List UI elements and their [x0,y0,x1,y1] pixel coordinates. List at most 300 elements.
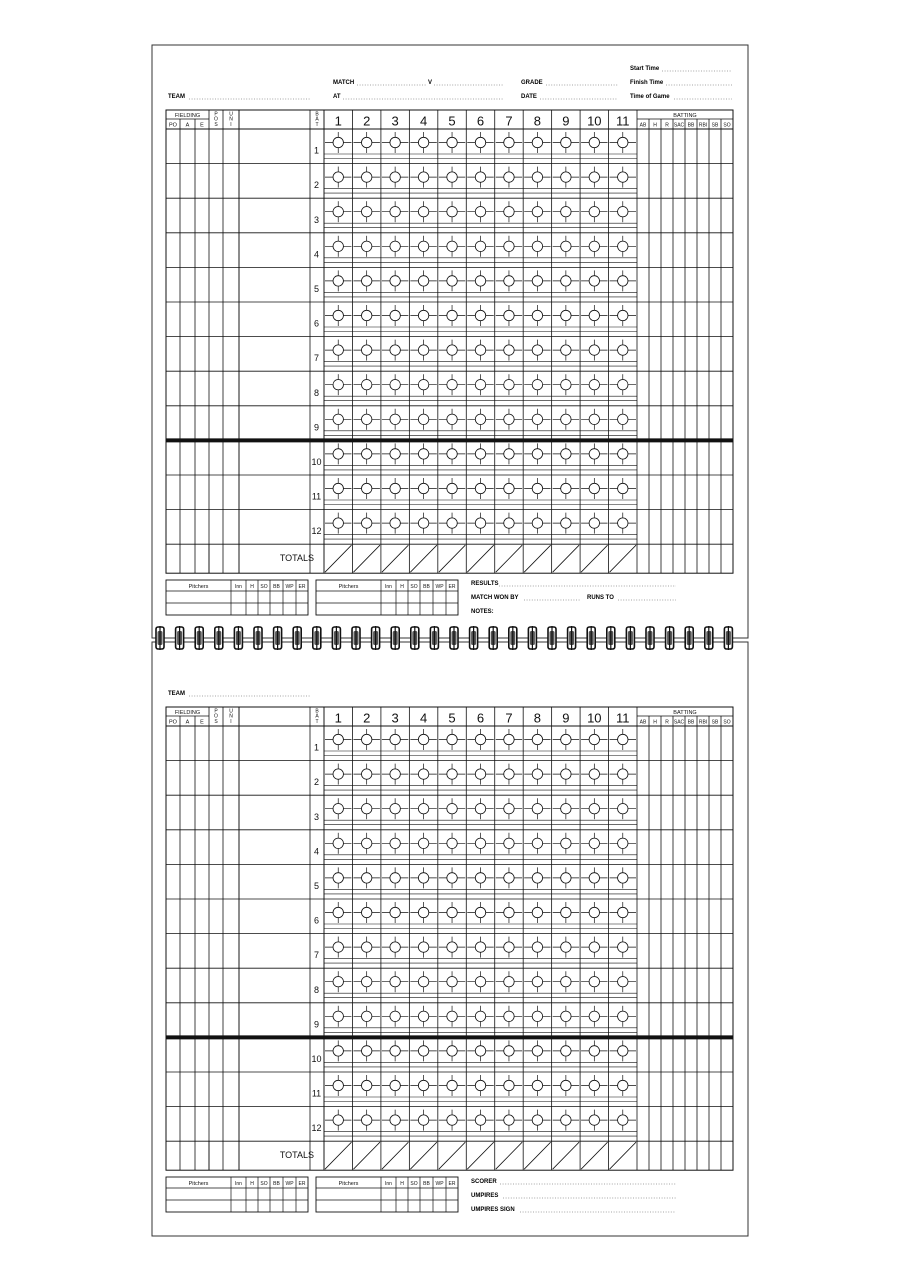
diamond-circle [504,1011,514,1021]
diamond-circle [504,1046,514,1056]
diamond-circle [447,276,457,286]
diamond-circle [504,907,514,917]
diamond-circle [589,449,599,459]
diamond-circle [390,241,400,251]
diamond-circle [561,838,571,848]
diamond-circle [589,414,599,424]
diamond-circle [390,1046,400,1056]
pitchers-header: Pitchers [338,584,359,590]
bat-header-letter: B [315,708,319,715]
diamond-circle [561,873,571,883]
diamond-circle [333,907,343,917]
diamond-circle [561,1046,571,1056]
diamond-circle [618,241,628,251]
uni-header-letter: U [229,708,233,715]
diamond-circle [333,873,343,883]
pitchers-header: Pitchers [338,1181,359,1187]
diamond-circle [475,276,485,286]
diamond-circle [504,172,514,182]
inning-header-8: 8 [533,710,542,726]
inning-header-11: 11 [616,113,630,129]
inning-header-9: 9 [562,113,570,129]
diamond-circle [447,172,457,182]
diamond-circle [361,137,371,147]
diamond-circle [475,137,485,147]
diamond-circle [333,483,343,493]
diamond-circle [475,414,485,424]
batting-order-number: 6 [313,915,320,926]
batting-order-number: 2 [313,777,320,788]
diamond-circle [418,172,428,182]
diamond-circle [532,518,542,528]
diamond-circle [561,380,571,390]
batting-col-h: H [653,719,657,726]
bat-header-letter: T [315,121,319,128]
pitchers-col-er: ER [298,1181,306,1187]
fielding-header: FIELDING [174,710,201,716]
diamond-circle [589,1011,599,1021]
diamond-circle [333,276,343,286]
diamond-circle [418,907,428,917]
batting-order-number: 10 [311,457,322,467]
batting-order-number: 9 [313,1019,320,1030]
diamond-circle [475,1115,485,1125]
batting-order-number: 9 [313,422,320,433]
diamond-circle [589,1080,599,1090]
pos-header-letter: S [214,121,218,128]
diamond-circle [504,518,514,528]
diamond-circle [589,1046,599,1056]
diamond-circle [333,734,343,744]
diamond-circle [504,769,514,779]
inning-header-1: 1 [334,710,342,726]
diamond-circle [561,207,571,217]
diamond-circle [618,172,628,182]
batting-col-r: R [665,719,669,726]
diamond-circle [447,1011,457,1021]
binding-coil [470,626,478,650]
inning-header-4: 4 [419,113,428,129]
start-time-label: Start Time [630,66,660,72]
diamond-circle [333,137,343,147]
batting-col-bb: BB [687,122,695,129]
inning-header-10: 10 [587,710,602,726]
diamond-circle [475,769,485,779]
diamond-circle [390,380,400,390]
binding-coil [626,626,634,650]
diamond-circle [475,449,485,459]
batting-order-number: 11 [311,1088,322,1099]
versus-label: V [428,80,433,86]
fielding-col-a: A [185,719,190,726]
diamond-circle [618,1080,628,1090]
pitchers-col-wp: WP [285,584,294,590]
diamond-circle [418,1080,428,1090]
diamond-circle [475,241,485,251]
diamond-circle [618,276,628,286]
diamond-circle [447,414,457,424]
diamond-circle [504,1115,514,1125]
diamond-circle [390,942,400,952]
pos-header-letter: P [214,111,218,118]
diamond-circle [618,1046,628,1056]
diamond-circle [418,276,428,286]
diamond-circle [561,276,571,286]
batting-order-number: 4 [313,846,320,857]
diamond-circle [561,137,571,147]
diamond-circle [390,518,400,528]
diamond-circle [418,1115,428,1125]
diamond-circle [589,838,599,848]
umpires-label: UMPIRES [471,1193,499,1199]
diamond-circle [561,977,571,987]
diamond-circle [561,907,571,917]
diamond-circle [475,977,485,987]
diamond-circle [618,310,628,320]
diamond-circle [333,518,343,528]
diamond-circle [390,804,400,814]
diamond-circle [418,769,428,779]
binding-coil [724,626,732,650]
pitchers-header: Pitchers [188,584,209,590]
diamond-circle [504,207,514,217]
diamond-circle [561,942,571,952]
batting-col-sb: SB [711,719,719,726]
diamond-circle [589,873,599,883]
diamond-circle [447,734,457,744]
pitchers-header: Pitchers [188,1181,209,1187]
diamond-circle [390,873,400,883]
diamond-circle [504,873,514,883]
pitchers-col-er: ER [298,584,306,590]
diamond-circle [361,518,371,528]
grade-label: GRADE [521,80,543,86]
binding-coil [705,626,713,650]
diamond-circle [447,518,457,528]
diamond-circle [418,449,428,459]
batting-col-h: H [653,122,657,129]
diamond-circle [418,137,428,147]
diamond-circle [447,241,457,251]
batting-col-sac: SAC [673,719,685,726]
diamond-circle [504,483,514,493]
diamond-circle [361,310,371,320]
diamond-circle [618,1115,628,1125]
diamond-circle [475,518,485,528]
diamond-circle [475,873,485,883]
batting-col-so: SO [723,122,731,129]
inning-header-7: 7 [505,710,513,726]
diamond-circle [333,1011,343,1021]
diamond-circle [618,977,628,987]
binding-coil [391,626,399,650]
diamond-circle [447,1080,457,1090]
diamond-circle [361,1046,371,1056]
diamond-circle [333,172,343,182]
diamond-circle [333,804,343,814]
pitchers-col-bb: BB [423,584,430,590]
umpires-sign-label: UMPIRES SIGN [471,1207,515,1213]
diamond-circle [589,276,599,286]
diamond-circle [618,942,628,952]
diamond-circle [532,804,542,814]
pitchers-col-so: SO [410,1181,418,1187]
batting-order-number: 12 [311,526,322,537]
diamond-circle [361,873,371,883]
diamond-circle [532,838,542,848]
diamond-circle [361,172,371,182]
diamond-circle [589,769,599,779]
batting-col-bb: BB [687,719,695,726]
diamond-circle [532,483,542,493]
diamond-circle [532,310,542,320]
diamond-circle [589,241,599,251]
inning-header-7: 7 [505,113,513,129]
diamond-circle [418,734,428,744]
diamond-circle [618,483,628,493]
fielding-header: FIELDING [174,113,201,119]
batting-order-number: 11 [311,491,322,502]
totals-label: TOTALS [279,553,314,564]
binding-coil [489,626,497,650]
batting-order-number: 7 [313,353,320,364]
binding-coil [509,626,517,650]
diamond-circle [390,414,400,424]
inning-header-5: 5 [448,710,456,726]
fielding-col-e: E [200,719,204,726]
diamond-circle [504,449,514,459]
diamond-circle [361,769,371,779]
batting-col-so: SO [723,719,731,726]
diamond-circle [390,907,400,917]
team-label: TEAM [168,94,185,100]
binding-coil [313,626,321,650]
diamond-circle [561,734,571,744]
diamond-circle [361,380,371,390]
batting-order-number: 10 [311,1054,322,1064]
diamond-circle [475,1046,485,1056]
diamond-circle [418,1011,428,1021]
diamond-circle [504,734,514,744]
pos-header-letter: S [214,718,218,725]
uni-header-letter: I [230,718,232,725]
diamond-circle [532,734,542,744]
diamond-circle [361,345,371,355]
diamond-circle [618,769,628,779]
bat-header-letter: A [315,713,319,720]
diamond-circle [532,449,542,459]
inning-header-8: 8 [533,113,542,129]
finish-time-label: Finish Time [630,80,664,86]
scorer-label: SCORER [471,1179,497,1185]
diamond-circle [589,345,599,355]
diamond-circle [418,1046,428,1056]
diamond-circle [504,1080,514,1090]
binding-coil [215,626,223,650]
diamond-circle [418,414,428,424]
inning-header-1: 1 [334,113,342,129]
scorecard-page-1 [152,45,748,638]
diamond-circle [532,137,542,147]
diamond-circle [561,345,571,355]
pitchers-col-inn: Inn [385,1181,392,1187]
match-label: MATCH [333,80,355,86]
binding-coil [430,626,438,650]
team-label-page-2: TEAM [168,691,185,697]
diamond-circle [361,838,371,848]
uni-header-letter: I [230,121,232,128]
binding-coil [332,626,340,650]
diamond-circle [504,414,514,424]
diamond-circle [361,942,371,952]
batting-header: BATTING [673,710,697,716]
diamond-circle [475,483,485,493]
diamond-circle [390,137,400,147]
diamond-circle [361,907,371,917]
binding-coil [685,626,693,650]
diamond-circle [361,1011,371,1021]
diamond-circle [561,483,571,493]
pitchers-col-er: ER [448,1181,456,1187]
pitchers-col-h: H [250,1181,254,1187]
binding-coil [274,626,282,650]
diamond-circle [618,518,628,528]
diamond-circle [504,977,514,987]
diamond-circle [532,1011,542,1021]
diamond-circle [504,241,514,251]
date-label: DATE [521,94,537,100]
diamond-circle [589,977,599,987]
diamond-circle [561,518,571,528]
binding-coil [352,626,360,650]
match-won-by-label: MATCH WON BY [471,595,519,601]
diamond-circle [418,345,428,355]
diamond-circle [418,207,428,217]
pos-header-letter: O [214,713,218,720]
pitchers-col-so: SO [260,1181,268,1187]
batting-header: BATTING [673,113,697,119]
runs-to-label: RUNS TO [587,595,614,601]
binding-coil [195,626,203,650]
fielding-col-po: PO [169,122,177,129]
batting-order-number: 5 [313,881,320,891]
diamond-circle [561,310,571,320]
diamond-circle [418,873,428,883]
pitchers-col-so: SO [260,584,268,590]
diamond-circle [475,380,485,390]
pitchers-col-er: ER [448,584,456,590]
diamond-circle [532,380,542,390]
pitchers-col-wp: WP [435,584,444,590]
batting-col-rbi: RBI [698,719,708,726]
binding-coil [666,626,674,650]
diamond-circle [475,734,485,744]
diamond-circle [532,1046,542,1056]
binding-coil [548,626,556,650]
diamond-circle [447,310,457,320]
diamond-circle [333,449,343,459]
diamond-circle [390,310,400,320]
binding-coil [411,626,419,650]
diamond-circle [475,907,485,917]
diamond-circle [333,241,343,251]
diamond-circle [333,1080,343,1090]
batting-order-number: 4 [313,249,320,260]
pitchers-col-h: H [250,584,254,590]
pitchers-col-inn: Inn [235,584,242,590]
fielding-col-a: A [185,122,190,129]
diamond-circle [561,172,571,182]
diamond-circle [504,137,514,147]
diamond-circle [561,449,571,459]
diamond-circle [447,804,457,814]
time-of-game-label: Time of Game [630,94,670,100]
diamond-circle [390,838,400,848]
diamond-circle [532,414,542,424]
diamond-circle [475,172,485,182]
pitchers-col-h: H [400,1181,404,1187]
diamond-circle [361,977,371,987]
diamond-circle [333,769,343,779]
diamond-circle [390,483,400,493]
binding-coil [646,626,654,650]
binding-coil [528,626,536,650]
batting-col-r: R [665,122,669,129]
diamond-circle [390,1011,400,1021]
diamond-circle [390,734,400,744]
inning-header-2: 2 [363,710,371,726]
diamond-circle [504,804,514,814]
diamond-circle [561,414,571,424]
uni-header-letter: U [229,111,233,118]
diamond-circle [333,942,343,952]
diamond-circle [618,873,628,883]
pitchers-col-inn: Inn [235,1181,242,1187]
diamond-circle [561,1011,571,1021]
diamond-circle [361,483,371,493]
fielding-col-po: PO [169,719,177,726]
diamond-circle [532,207,542,217]
uni-header-letter: N [229,116,233,123]
binding-coil [568,626,576,650]
diamond-circle [361,414,371,424]
diamond-circle [589,172,599,182]
totals-label: TOTALS [279,1150,314,1161]
diamond-circle [618,137,628,147]
diamond-circle [418,977,428,987]
diamond-circle [475,1011,485,1021]
batting-col-ab: AB [639,122,647,129]
diamond-circle [390,769,400,779]
pitchers-col-wp: WP [435,1181,444,1187]
batting-col-sb: SB [711,122,719,129]
scorecard-page-2 [152,642,748,1236]
diamond-circle [532,345,542,355]
inning-header-10: 10 [587,113,602,129]
diamond-circle [475,310,485,320]
diamond-circle [447,1046,457,1056]
diamond-circle [447,207,457,217]
diamond-circle [361,1080,371,1090]
diamond-circle [475,1080,485,1090]
diamond-circle [447,942,457,952]
diamond-circle [504,838,514,848]
diamond-circle [532,873,542,883]
batting-col-sac: SAC [673,122,685,129]
inning-header-5: 5 [448,113,456,129]
diamond-circle [618,380,628,390]
diamond-circle [504,345,514,355]
